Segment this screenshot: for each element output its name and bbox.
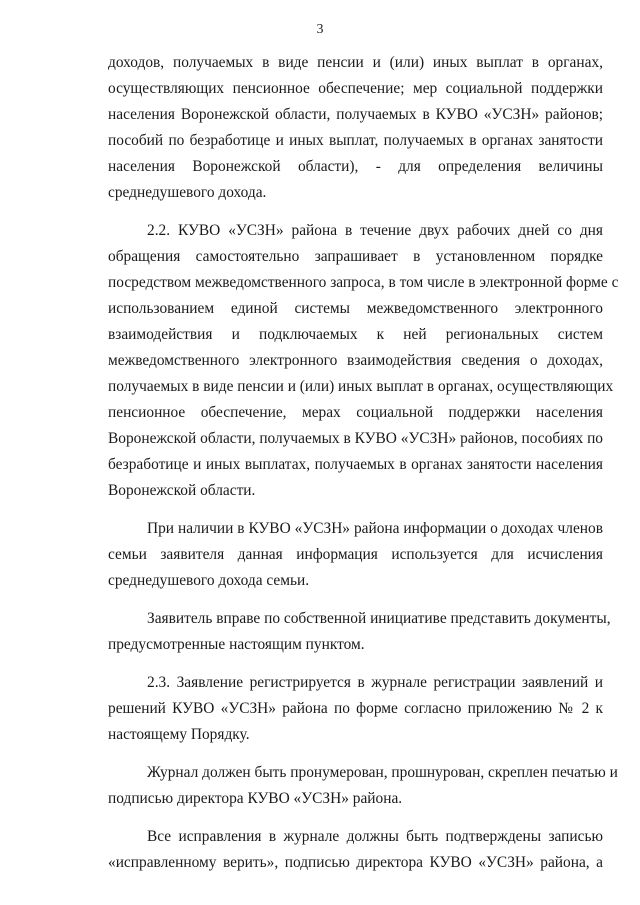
text-line: среднедушевого дохода. xyxy=(108,184,267,201)
text-line: получаемых в виде пенсии и (или) иных выплат в органах, осуществляющих xyxy=(108,378,614,395)
text-line: подписью директора КУВО «УСЗН» района. xyxy=(108,790,403,807)
text-line: Воронежской области, получаемых в КУВО «УСЗН» районов, пособиях по xyxy=(108,430,603,447)
paragraph xyxy=(108,218,619,504)
text-line: Заявитель вправе по собственной инициативе представить документы, xyxy=(147,610,611,627)
page-number: 3 xyxy=(316,22,324,37)
text-line: обращения самостоятельно запрашивает в установленном порядке xyxy=(108,248,603,265)
text-line: 2.2. КУВО «УСЗН» района в течение двух рабочих дней со дня xyxy=(147,222,603,239)
text-line: осуществляющих пенсионное обеспечение; мер социальной поддержки xyxy=(108,80,603,97)
paragraph xyxy=(108,824,603,876)
text-line: населения Воронежской области), - для определения величины xyxy=(108,158,603,175)
paragraph xyxy=(108,516,603,594)
paragraph xyxy=(108,670,603,748)
text-line: доходов, получаемых в виде пенсии и (или) иных выплат в органах, xyxy=(108,54,603,71)
text-line: решений КУВО «УСЗН» района по форме согласно приложению № 2 к xyxy=(108,700,603,717)
text-line: При наличии в КУВО «УСЗН» района информации о доходах членов xyxy=(147,520,603,537)
text-line: Все исправления в журнале должны быть подтверждены записью xyxy=(147,828,603,845)
text-line: пособий по безработице и иных выплат, получаемых в органах занятости xyxy=(108,132,603,149)
text-line: Журнал должен быть пронумерован, прошнурован, скреплен печатью и xyxy=(147,764,618,781)
paragraph xyxy=(108,760,618,812)
text-line: предусмотренные настоящим пунктом. xyxy=(108,636,365,653)
text-line: «исправленному верить», подписью директора КУВО «УСЗН» района, а xyxy=(108,854,603,871)
text-line: Воронежской области. xyxy=(108,482,256,499)
paragraph xyxy=(108,50,603,206)
text-line: семьи заявителя данная информация используется для исчисления xyxy=(108,546,603,563)
text-line: настоящему Порядку. xyxy=(108,726,250,743)
text-line: населения Воронежской области, получаемых в КУВО «УСЗН» районов; xyxy=(108,106,603,123)
text-line: использованием единой системы межведомственного электронного xyxy=(108,300,603,317)
text-line: посредством межведомственного запроса, в том числе в электронной форме с xyxy=(108,274,619,291)
text-line: межведомственного электронного взаимодействия сведения о доходах, xyxy=(108,352,603,369)
document-body xyxy=(108,50,619,888)
text-line: пенсионное обеспечение, мерах социальной поддержки населения xyxy=(108,404,603,421)
text-line: 2.3. Заявление регистрируется в журнале регистрации заявлений и xyxy=(147,674,603,691)
text-line: безработице и иных выплатах, получаемых в органах занятости населения xyxy=(108,456,603,473)
paragraph xyxy=(108,606,611,658)
text-line: взаимодействия и подключаемых к ней региональных систем xyxy=(108,326,603,343)
text-line: среднедушевого дохода семьи. xyxy=(108,572,310,589)
